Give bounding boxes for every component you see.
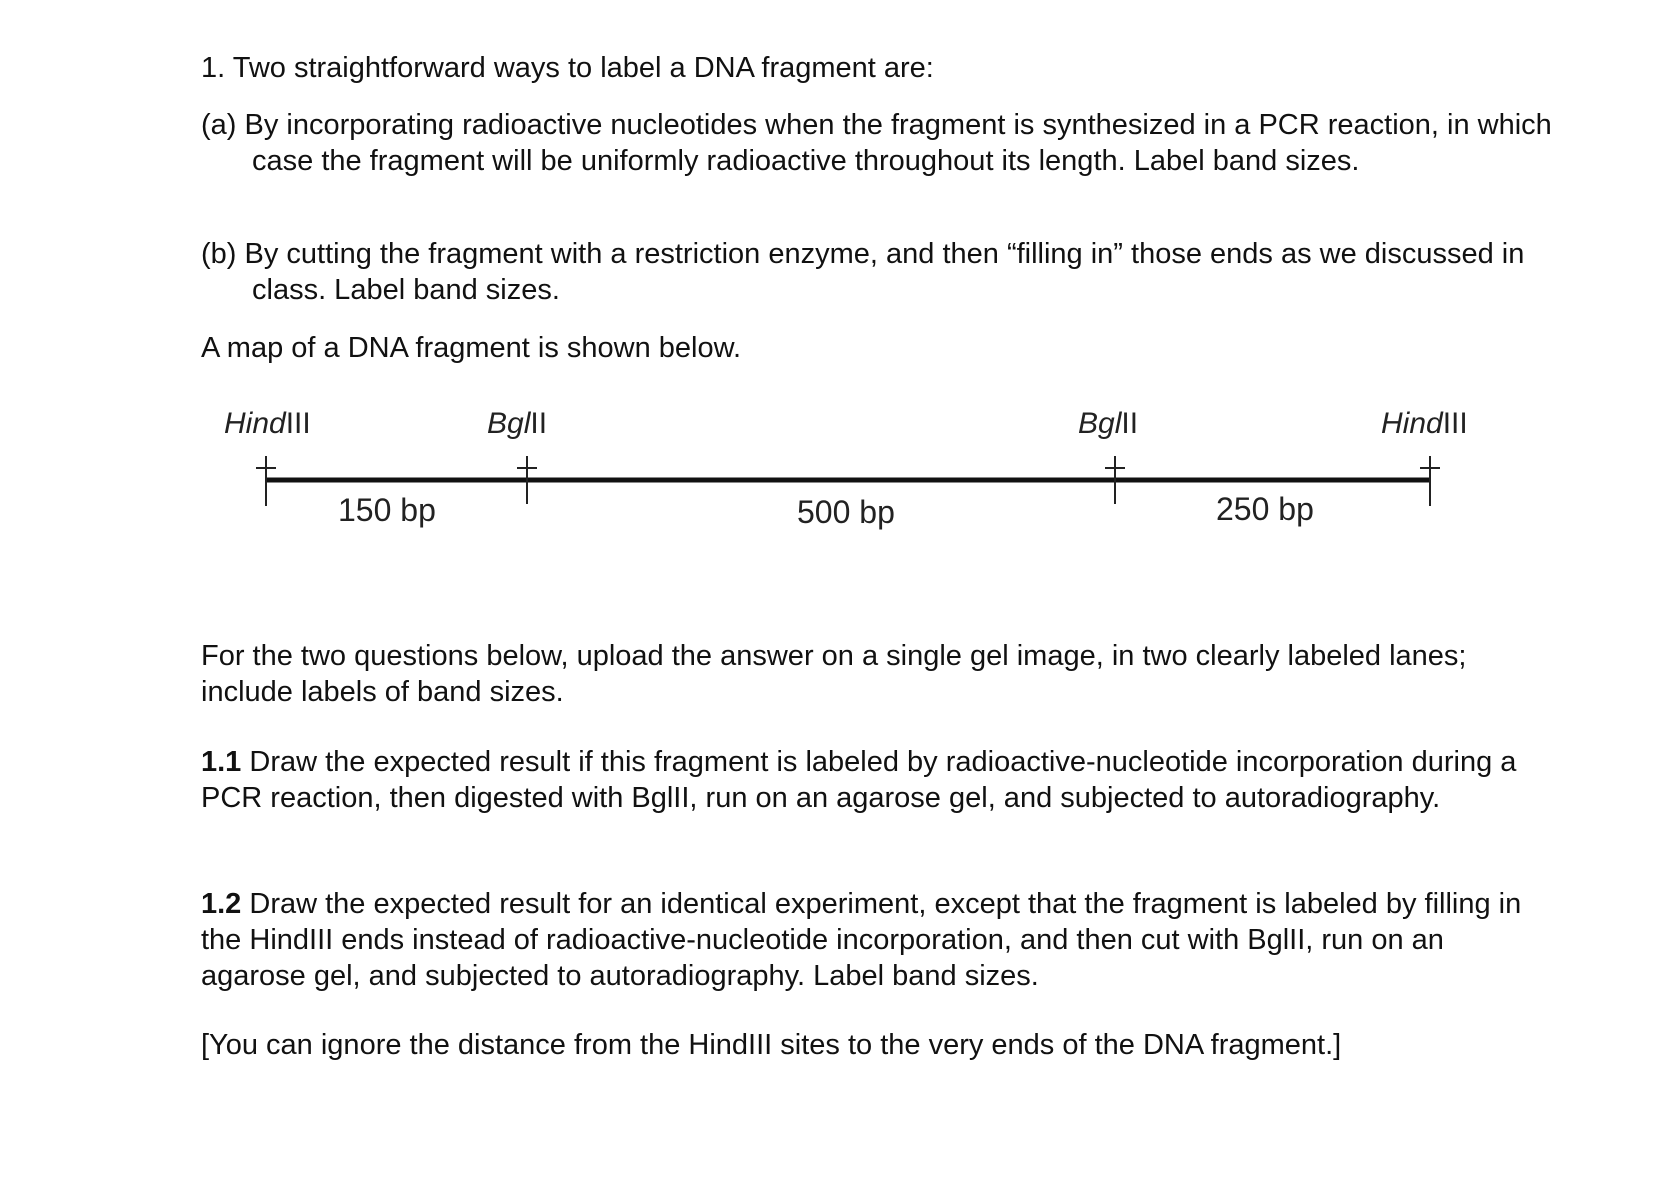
site-label-bglii-left: BglII xyxy=(487,407,548,440)
site-label-bglii-right: BglII xyxy=(1078,407,1139,440)
site-label-hindiii-left: HindIII xyxy=(224,407,311,440)
question-1-1-text: Draw the expected result if this fragment is labeled by radioactive-nucleotide incorporation during a PCR reaction, then digested with BglII, run on an agarose gel, and subjected to autoradiography. xyxy=(201,746,1517,814)
segment-label-500bp: 500 bp xyxy=(797,494,895,530)
question-1-2-number: 1.2 xyxy=(201,888,242,920)
site-label-hindiii-right: HindIII xyxy=(1381,407,1468,440)
segment-label-150bp: 150 bp xyxy=(338,492,436,528)
question-1-1-number: 1.1 xyxy=(201,746,242,778)
footnote: [You can ignore the distance from the HindIII sites to the very ends of the DNA fragment.] xyxy=(201,1029,1342,1061)
question-intro: 1. Two straightforward ways to label a DNA fragment are: xyxy=(201,52,934,84)
restriction-map xyxy=(0,0,1668,560)
instructions: For the two questions below, upload the answer on a single gel image, in two clearly labeled lanes; include labels of band sizes. xyxy=(201,640,1467,708)
map-intro: A map of a DNA fragment is shown below. xyxy=(201,332,741,364)
question-1-2-text: Draw the expected result for an identical experiment, except that the fragment is labeled by filling in the HindIII ends instead of radioactive-nucleotide incorporation, and then cut with BglII, run on an agarose gel, and subjected to autoradiography. Label band sizes. xyxy=(201,888,1522,992)
segment-label-250bp: 250 bp xyxy=(1216,491,1314,527)
question-1-2 xyxy=(201,886,1531,994)
option-b: (b) By cutting the fragment with a restriction enzyme, and then “filling in” those ends as we discussed in class. Label band sizes. xyxy=(201,238,1525,306)
option-a: (a) By incorporating radioactive nucleotides when the fragment is synthesized in a PCR reaction, in which case the fragment will be uniformly radioactive throughout its length. Label band sizes. xyxy=(201,109,1552,177)
question-1-1 xyxy=(201,744,1531,816)
